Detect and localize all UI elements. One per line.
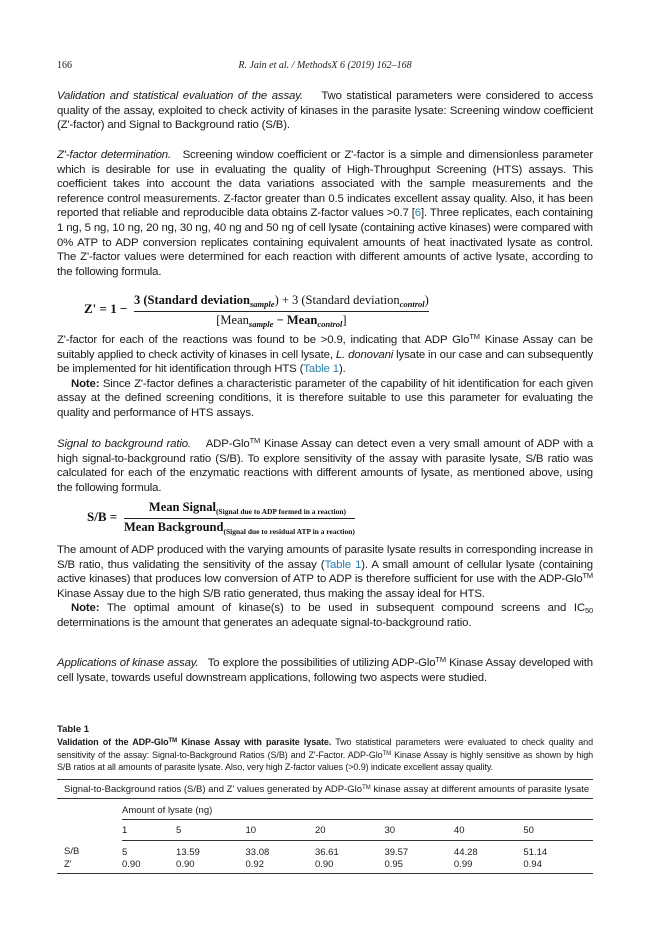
row-label: Z' <box>57 858 122 874</box>
table-cell: 39.57 <box>384 846 409 858</box>
column-header: 40 <box>454 819 523 840</box>
runin-heading: Applications of kinase assay. <box>57 657 199 669</box>
column-header: 5 <box>176 819 245 840</box>
runin-heading: Z'-factor determination. <box>57 149 172 161</box>
column-header: 10 <box>246 819 315 840</box>
runin-heading: Signal to background ratio. <box>57 438 191 450</box>
z-factor-formula <box>84 293 504 329</box>
formula-numerator: 3 (Standard deviation$_{sample}$) + 3 (Standard deviation$_{control}$) <box>134 293 429 312</box>
table-cell: 0.92 <box>246 858 315 874</box>
running-head <box>57 60 593 74</box>
table-label: Table 1 <box>57 724 90 735</box>
table-cell: 36.61 <box>314 846 339 858</box>
journal-citation: R. Jain et al. / MethodsX 6 (2019) 162–168 <box>238 60 412 71</box>
formula-fraction <box>124 500 355 536</box>
table-cell: 0.94 <box>523 858 593 874</box>
species-name: L. donovani <box>335 348 394 361</box>
amount-label: Amount of lysate (ng) <box>122 798 593 819</box>
column-header: 20 <box>315 819 384 840</box>
table-link[interactable]: Table 1 <box>324 558 362 571</box>
data-table <box>57 780 593 874</box>
formula-denominator: Mean Background$_{(Signal due to residual ATP in a reaction)}$ <box>124 520 355 536</box>
table-cell: 0.90 <box>176 858 245 874</box>
table-cell: 0.90 <box>122 858 176 874</box>
table-cell: 33.08 <box>245 846 270 858</box>
column-header-row <box>57 819 593 840</box>
note-label: Note: <box>71 377 100 390</box>
reference-link[interactable]: 6 <box>414 207 421 220</box>
table-link[interactable]: Table 1 <box>303 363 339 376</box>
row-label: S/B <box>64 846 80 857</box>
paragraph-text: ]. Three replicates, each containing 1 ng, 5 ng, 10 ng, 20 ng, 30 ng, 40 ng and 50 ng of cell lysate (containing active kinases) were compared with 0% ATP to ADP conversion replicates containing equivalent amounts of heat inactivated lysate as control. The Z'-factor values were determined for each reaction with different amounts of active lysate, according to the following formula. <box>57 207 593 278</box>
amount-header-row <box>57 798 593 819</box>
formula-numerator: Mean Signal$_{(Signal due to ADP formed in a reaction)}$ <box>124 500 355 519</box>
table-cell: 0.90 <box>315 858 384 874</box>
formula-lhs: Z' = 1 − <box>84 301 128 316</box>
table-1 <box>57 724 593 874</box>
column-header: 30 <box>384 819 453 840</box>
section-signal-background: Signal to background ratio. ADP-Glo™ Kinase Assay can detect even a very small amount of ADP with a high signal-to-background ratio (S/B). To explore sensitivity of the assay with parasite lysate, S/B ratio was calculated for each of the enzymatic reactions with different amounts of lysate, as mentioned above, using the following formula. <box>57 436 593 494</box>
note-paragraph: Note: Since Z'-factor defines a characteristic parameter of the capability of hit identification for each given assay at the defined screening conditions, it is therefore suitable to use this parameter for evaluating the quality and performance of HTS assays. <box>57 377 593 419</box>
table-cell: 5 <box>122 846 128 858</box>
page-number: 166 <box>57 60 72 71</box>
sb-formula <box>87 500 417 534</box>
table-header-row <box>57 780 593 799</box>
paragraph-text: Screening window coefficient or Z'-factor is a simple and dimensionless parameter which is desirable for use in evaluating the quality of High-Throughput Screening (HTS) assays. This coefficient takes into account the data variations associated with the sample measurements and the reference control measurements. Z-factor greater than 0.5 indicates excellent assay quality. Also, it has been reported that reliable and reproducible data obtains Z-factor values >0.7 [ <box>57 149 593 220</box>
formula-fraction <box>134 293 429 329</box>
table-row <box>57 858 593 874</box>
runin-heading: Validation and statistical evaluation of the assay. <box>57 90 303 102</box>
table-cell: 0.99 <box>454 858 523 874</box>
table-cell: 0.95 <box>384 858 453 874</box>
note-paragraph: Note: The optimal amount of kinase(s) to be used in subsequent compound screens and $IC_{50}$ determinations is the amount that generates an adequate signal-to-background ratio. <box>57 602 593 629</box>
table-caption: Validation of the ADP-Glo™ Kinase Assay with parasite lysate. Two statistical parameters were evaluated to check quality and sensitivity of the assay: Signal-to-Background Ratios (S/B) and Z'-Factor. ADP-Glo™ Kinase Assay is highly sensitive as shown by high S/B ratios at all amounts of parasite lysate. Also, very high Z-factor values (>0.9) indicate excellent assay quality. <box>57 737 594 772</box>
section-z-result: Z'-factor for each of the reactions was found to be >0.9, indicating that ADP Glo™ Kinase Assay can be suitably applied to check activity of kinases in cell lysate, L. donovani lysate in our case and can subsequently be implemented for hit identification through HTS (Table 1). Note: Since Z'-factor defines a characteristic parameter of the capability of hit identification for each given assay at the defined screening conditions, it is therefore suitable to use this parameter for evaluating the quality and performance of HTS assays. <box>57 332 594 419</box>
paragraph-text: Two statistical parameters were considered to access quality of the assay, exploited to check activity of kinases in the parasite lysate: Screening window coefficient (Z'-factor) and Signal to Background ratio (S/B). <box>57 90 593 132</box>
section-applications: Applications of kinase assay. To explore the possibilities of utilizing ADP-Glo™ Kinase Assay developed with cell lysate, towards useful downstream applications, following two aspects were studied. <box>57 655 593 684</box>
note-label: Note: <box>71 602 100 615</box>
formula-denominator: [Mean$_{sample}$ − Mean$_{control}$] <box>216 313 347 329</box>
section-sb-result: The amount of ADP produced with the varying amounts of parasite lysate results in corresponding increase in S/B ratio, thus validating the sensitivity of the assay (Table 1). A small amount of cellular lysate (containing active kinases) that produces low conversion of ATP to ADP is therefore sufficient for use with the ADP-Glo™ Kinase Assay due to the high S/B ratio generated, thus making the assay ideal for HTS. Note: The optimal amount of kinase(s) to be used in subsequent compound screens and $IC_{50}$ determinations is the amount that generates an adequate signal-to-background ratio. <box>57 544 593 629</box>
column-header: 50 <box>523 819 593 840</box>
table-cell: 44.28 <box>453 846 478 858</box>
column-header: 1 <box>122 819 176 840</box>
section-zfactor <box>57 148 593 279</box>
table-row <box>57 840 593 858</box>
table-cell: 13.59 <box>176 846 200 858</box>
section-validation <box>57 89 593 133</box>
formula-lhs: S/B = <box>87 509 118 524</box>
table-cell: 51.14 <box>523 846 548 858</box>
table-header-cell: Signal-to-Background ratios (S/B) and Z' values generated by ADP-Glo™ kinase assay at different amounts of parasite lysate <box>57 780 593 799</box>
